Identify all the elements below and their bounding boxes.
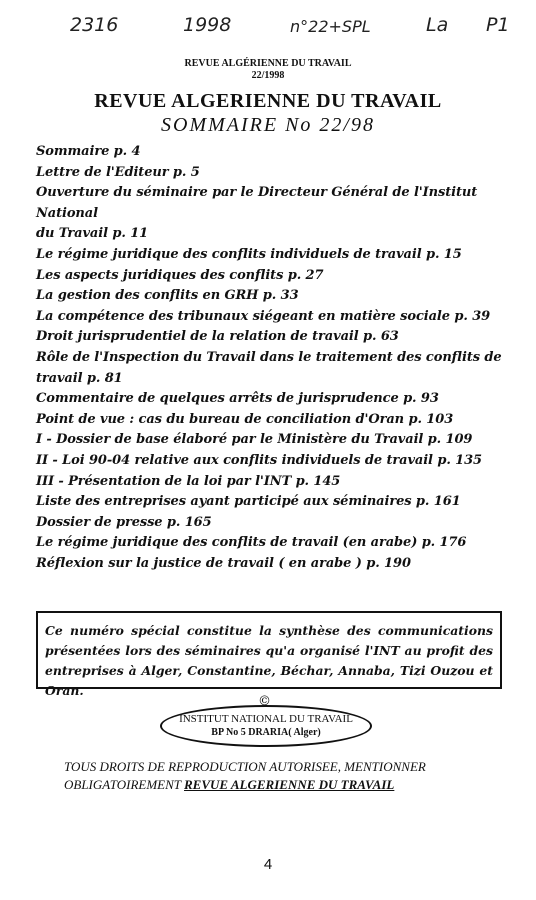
toc-entry: du Travail p. 11 xyxy=(36,226,149,242)
handwritten-page: P1 xyxy=(486,14,510,36)
toc-entry: Lettre de l'Editeur p. 5 xyxy=(36,164,200,180)
running-header-title: REVUE ALGÉRIENNE DU TRAVAIL xyxy=(184,58,352,69)
toc-entry: La gestion des conflits en GRH p. 33 xyxy=(36,288,299,304)
toc-entry: II - Loi 90-04 relative aux conflits individuels de travail p. 135 xyxy=(36,452,483,468)
institute-stamp xyxy=(160,705,372,747)
toc-entry: Le régime juridique des conflits individuels de travail p. 15 xyxy=(36,246,462,262)
stamp-line-1: INSTITUT NATIONAL DU TRAVAIL xyxy=(179,713,353,725)
copyright-symbol: © xyxy=(258,694,271,709)
table-of-contents xyxy=(36,142,516,574)
stamp-line-2: BP No 5 DRARIA( Alger) xyxy=(211,727,321,738)
rights-brand: REVUE ALGERIENNE DU TRAVAIL xyxy=(184,777,395,792)
toc-entry: La compétence des tribunaux siégeant en matière sociale p. 39 xyxy=(36,308,491,324)
handwritten-issue: n°22+SPL xyxy=(290,17,371,36)
reproduction-rights xyxy=(64,758,504,794)
special-issue-note: Ce numéro spécial constitue la synthèse des communications présentées lors des séminaires qu'a organisé l'INT au profit des entreprises à Alger, Constantine, Béchar, Annaba, Tizi Ouzou et Oran. xyxy=(36,611,502,689)
toc-entry: Réflexion sur la justice de travail ( en arabe ) p. 190 xyxy=(36,555,411,571)
page-title: REVUE ALGERIENNE DU TRAVAIL xyxy=(94,90,442,112)
toc-entry: travail p. 81 xyxy=(36,370,123,386)
page-subtitle: SOMMAIRE No 22/98 xyxy=(161,114,375,136)
toc-entry: Droit jurisprudentiel de la relation de travail p. 63 xyxy=(36,329,399,345)
page-number: 4 xyxy=(263,856,273,873)
running-header-issue: 22/1998 xyxy=(251,70,285,81)
toc-entry: Point de vue : cas du bureau de conciliation d'Oran p. 103 xyxy=(36,411,454,427)
toc-entry: Rôle de l'Inspection du Travail dans le traitement des conflits de xyxy=(36,349,502,365)
handwritten-year: 1998 xyxy=(183,14,232,36)
toc-entry: Ouverture du séminaire par le Directeur Général de l'Institut National xyxy=(36,185,478,221)
rights-text: TOUS DROITS DE REPRODUCTION AUTORISEE, MENTIONNER OBLIGATOIREMENT xyxy=(64,759,426,792)
toc-entry: Le régime juridique des conflits de travail (en arabe) p. 176 xyxy=(36,535,467,551)
toc-entry: Dossier de presse p. 165 xyxy=(36,514,212,530)
toc-entry: Liste des entreprises ayant participé aux séminaires p. 161 xyxy=(36,494,461,510)
handwritten-note: La xyxy=(426,14,449,36)
toc-entry: Sommaire p. 4 xyxy=(36,144,141,159)
toc-entry: III - Présentation de la loi par l'INT p. 145 xyxy=(36,473,341,489)
toc-entry: I - Dossier de base élaboré par le Ministère du Travail p. 109 xyxy=(36,432,473,448)
toc-entry: Les aspects juridiques des conflits p. 27 xyxy=(36,267,324,283)
handwritten-ref: 2316 xyxy=(70,14,119,36)
toc-entry: Commentaire de quelques arrêts de jurisprudence p. 93 xyxy=(36,391,439,407)
